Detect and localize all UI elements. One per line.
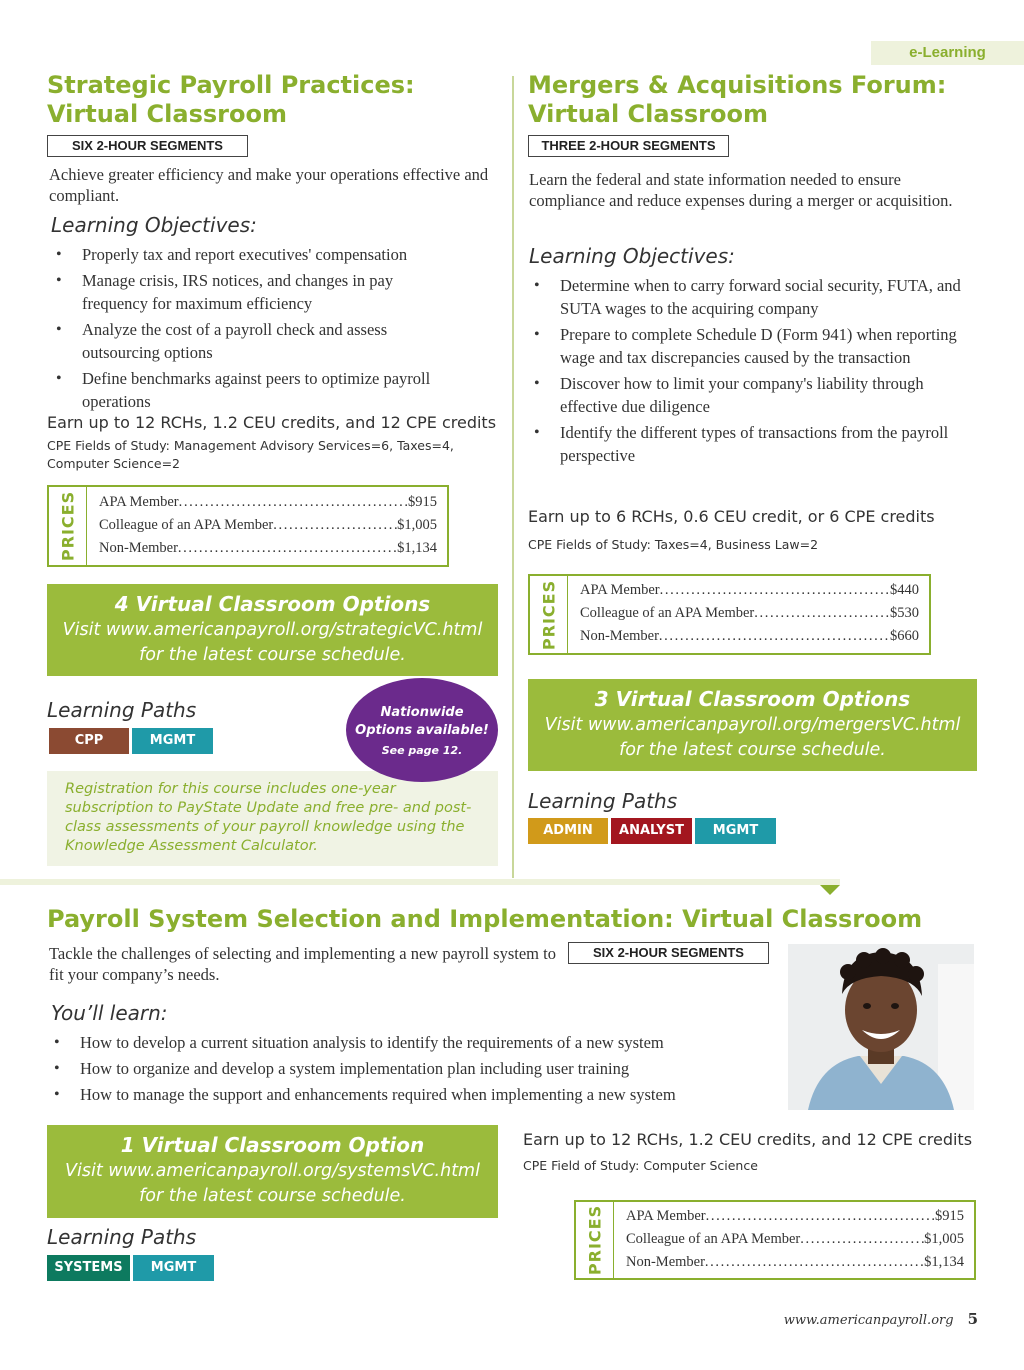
course1-segments-badge: SIX 2-HOUR SEGMENTS xyxy=(47,135,248,157)
list-item: • Identify the different types of transactions from the payroll perspective xyxy=(528,421,976,467)
path-tag-mgmt[interactable]: MGMT xyxy=(133,1255,214,1281)
price-row: Colleague of an APA Member . . . $530 xyxy=(580,605,919,622)
course3-paths-heading: Learning Paths xyxy=(47,1225,197,1249)
course2-title-line1: Mergers & Acquisitions Forum: xyxy=(528,71,947,99)
footer xyxy=(784,1310,978,1328)
student-photo-illustration xyxy=(788,944,974,1110)
course2-description: Learn the federal and state information needed to ensure compliance and reduce expenses during a merger or acquisition. xyxy=(529,170,953,210)
course3-earn-credits: Earn up to 12 RCHs, 1.2 CEU credits, and 12 CPE credits xyxy=(523,1130,973,1149)
course2-title xyxy=(528,71,988,129)
price-row: Non-Member . . . $1,134 xyxy=(626,1254,964,1271)
course3-price-box xyxy=(574,1200,976,1280)
course1-cpe-fields: CPE Fields of Study: Management Advisory Services=6, Taxes=4, Computer Science=2 xyxy=(47,438,454,471)
prices-label: PRICES xyxy=(49,487,87,565)
course2-title-line2: Virtual Classroom xyxy=(528,100,768,128)
price-row: Colleague of an APA Member . . . $1,005 xyxy=(99,517,437,534)
path-tag-analyst[interactable]: ANALYST xyxy=(611,818,692,844)
course2-earn-credits: Earn up to 6 RCHs, 0.6 CEU credit, or 6 CPE credits xyxy=(528,507,935,526)
badge-line1: Nationwide xyxy=(380,705,464,720)
badge-line3: See page 12. xyxy=(381,744,463,757)
course1-paths-heading: Learning Paths xyxy=(47,698,197,722)
course2-cpe-fields: CPE Fields of Study: Taxes=4, Business Law=2 xyxy=(528,537,819,552)
section-separator xyxy=(0,879,840,885)
course3-paths xyxy=(47,1255,214,1281)
path-tag-systems[interactable]: SYSTEMS xyxy=(47,1255,130,1281)
course3-options-note: for the latest course schedule. xyxy=(139,1186,406,1206)
course3-segments-badge: SIX 2-HOUR SEGMENTS xyxy=(568,942,769,964)
price-row: Colleague of an APA Member . . . $1,005 xyxy=(626,1231,964,1248)
path-tag-mgmt[interactable]: MGMT xyxy=(132,728,213,754)
price-row: Non-Member . . . $1,134 xyxy=(99,540,437,557)
course2-objectives-list xyxy=(528,274,976,470)
course1-options-heading: 4 Virtual Classroom Options xyxy=(114,592,431,616)
separator-arrow-icon xyxy=(820,885,840,895)
course2-objectives-heading: Learning Objectives: xyxy=(529,244,735,268)
price-row: APA Member . . . $915 xyxy=(626,1208,964,1225)
course3-learn-heading: You’ll learn: xyxy=(51,1001,168,1025)
registration-note-text: Registration for this course includes one-year subscription to PayState Update and free pre- and post-class assessments of your payroll knowledge using the Knowledge Assessment Calculator. xyxy=(65,781,472,854)
price-row: APA Member . . . $440 xyxy=(580,582,919,599)
course1-title-line1: Strategic Payroll Practices: xyxy=(47,71,415,99)
student-photo xyxy=(788,944,974,1110)
course3-options-link[interactable]: Visit www.americanpayroll.org/systemsVC.html xyxy=(65,1161,480,1181)
course3-cpe-fields: CPE Field of Study: Computer Science xyxy=(523,1158,758,1173)
course2-options-link[interactable]: Visit www.americanpayroll.org/mergersVC.html xyxy=(544,715,961,735)
course1-objectives-list xyxy=(50,243,460,416)
prices-label: PRICES xyxy=(530,576,568,653)
list-item: • Prepare to complete Schedule D (Form 941) when reporting wage and tax discrepancies caused by the transaction xyxy=(528,323,976,369)
list-item: • Define benchmarks against peers to optimize payroll operations xyxy=(50,367,460,413)
section-tab: e-Learning xyxy=(871,41,1024,65)
list-item: • How to organize and develop a system implementation plan including user training xyxy=(48,1057,783,1080)
course2-price-box xyxy=(528,574,931,655)
path-tag-mgmt[interactable]: MGMT xyxy=(695,818,776,844)
nationwide-badge[interactable] xyxy=(346,678,498,782)
course2-paths xyxy=(528,818,776,844)
list-item: • Discover how to limit your company's liability through effective due diligence xyxy=(528,372,976,418)
course1-title xyxy=(47,71,507,129)
column-divider xyxy=(512,76,514,878)
course1-paths xyxy=(49,728,213,754)
course1-options-note: for the latest course schedule. xyxy=(139,645,406,665)
prices-label: PRICES xyxy=(576,1202,614,1278)
list-item: • Properly tax and report executives' compensation xyxy=(50,243,460,266)
course2-options-banner xyxy=(528,679,977,771)
price-row: APA Member . . . $915 xyxy=(99,494,437,511)
course2-options-note: for the latest course schedule. xyxy=(619,740,886,760)
course1-registration-note xyxy=(47,771,498,866)
list-item: • Determine when to carry forward social security, FUTA, and SUTA wages to the acquiring company xyxy=(528,274,976,320)
price-row: Non-Member . . . $660 xyxy=(580,628,919,645)
course1-options-link[interactable]: Visit www.americanpayroll.org/strategicVC.html xyxy=(62,620,483,640)
footer-url[interactable]: www.americanpayroll.org xyxy=(783,1313,954,1328)
list-item: • How to manage the support and enhancements required when implementing a new system xyxy=(48,1083,783,1106)
path-tag-admin[interactable]: ADMIN xyxy=(528,818,608,844)
course1-title-line2: Virtual Classroom xyxy=(47,100,287,128)
course1-price-box xyxy=(47,485,449,567)
course1-description: Achieve greater efficiency and make your operations effective and compliant. xyxy=(49,165,489,205)
badge-line2: Options available! xyxy=(355,723,489,738)
course1-earn-credits: Earn up to 12 RCHs, 1.2 CEU credits, and 12 CPE credits xyxy=(47,413,497,432)
course3-learn-list xyxy=(48,1031,783,1109)
list-item: • How to develop a current situation analysis to identify the requirements of a new system xyxy=(48,1031,783,1054)
course3-description: Tackle the challenges of selecting and implementing a new payroll system to fit your company’s needs. xyxy=(49,944,556,984)
page-number: 5 xyxy=(967,1310,978,1328)
course2-paths-heading: Learning Paths xyxy=(528,789,678,813)
course3-title: Payroll System Selection and Implementation: Virtual Classroom xyxy=(47,905,923,933)
list-item: • Manage crisis, IRS notices, and changes in pay frequency for maximum efficiency xyxy=(50,269,460,315)
path-tag-cpp[interactable]: CPP xyxy=(49,728,129,754)
course1-options-banner xyxy=(47,584,498,676)
list-item: • Analyze the cost of a payroll check and assess outsourcing options xyxy=(50,318,460,364)
course3-options-banner xyxy=(47,1125,498,1218)
course2-options-heading: 3 Virtual Classroom Options xyxy=(594,687,911,711)
course3-options-heading: 1 Virtual Classroom Option xyxy=(120,1133,425,1157)
course2-segments-badge: THREE 2-HOUR SEGMENTS xyxy=(528,135,729,157)
course1-objectives-heading: Learning Objectives: xyxy=(51,213,257,237)
